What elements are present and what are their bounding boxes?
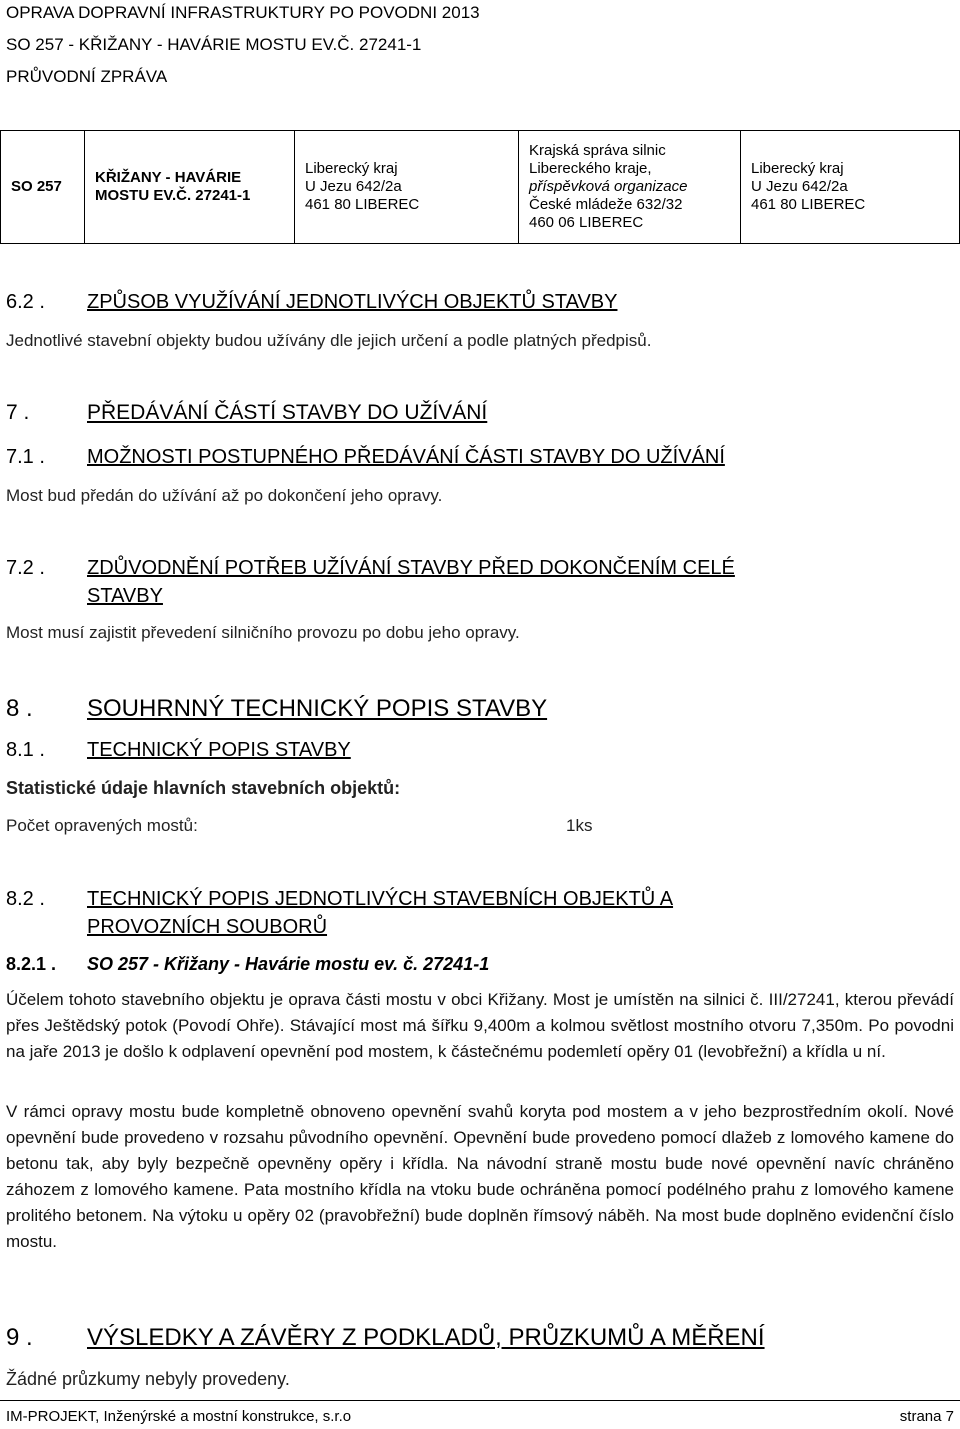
section-text-7-1: Most bud předán do užívání až po dokončení jeho opravy. [6,486,443,505]
object-name-line: KŘIŽANY - HAVÁRIE [95,169,242,186]
section-number: 7.2 . [6,557,45,579]
section-text-6-2: Jednotlivé stavební objekty budou užívány dle jejich určení a podle platných předpisů. [6,331,652,350]
section-heading-8 [6,694,954,724]
section-number: 8.1 . [6,739,45,761]
section-title: SO 257 - Křižany - Havárie mostu ev. č. 27241-1 [87,954,490,974]
section-title: SOUHRNNÝ TECHNICKÝ POPIS STAVBY [87,695,548,722]
section-heading-9 [6,1323,954,1353]
bridge-count-value: 1ks [566,816,593,835]
owner-line: 461 80 LIBEREC [751,196,866,213]
table-row [1,131,960,244]
section-number: 7 . [6,401,30,424]
section-title: MOŽNOSTI POSTUPNÉHO PŘEDÁVÁNÍ ČÁSTI STAVBY DO UŽÍVÁNÍ [87,446,725,468]
footer-divider [0,1400,960,1401]
section-title-line: ZDŮVODNĚNÍ POTŘEB UŽÍVÁNÍ STAVBY PŘED DOKONČENÍM CELÉ [87,557,735,579]
object-name-cell [85,131,295,244]
administrator-line: 460 06 LIBEREC [529,214,644,231]
section-heading-8-1 [6,737,954,763]
section-heading-7 [6,400,954,426]
bridge-count-row [6,813,954,839]
section-number: 8.2.1 . [6,954,57,974]
section-title-line: TECHNICKÝ POPIS JEDNOTLIVÝCH STAVEBNÍCH OBJEKTŮ A [87,888,674,910]
section-text-7-2: Most musí zajistit převedení silničního provozu po dobu jeho opravy. [6,623,520,642]
section-number: 9 . [6,1324,33,1351]
section-paragraph-8-2-1-a: Účelem tohoto stavebního objektu je oprava části mostu v obci Křižany. Most je umístěn na silnici č. III/27241, kterou převádí přes Ještědský potok (Povodí Ohře). Stávající most má šířku 9,400m a kolmou světlost mostního otvoru 7,350m. Po povodni na jaře 2013 je došlo k odplavení opevnění pod mostem, k částečnému podemletí opěry 01 (levobřežní) a křídla u ní. [6,990,954,1061]
section-number: 6.2 . [6,291,45,313]
section-number: 8 . [6,695,33,722]
section-heading-8-2 [6,885,954,941]
section-number: 7.1 . [6,446,45,468]
section-title: TECHNICKÝ POPIS STAVBY [87,739,351,761]
page-footer [6,1408,954,1425]
section-number: 8.2 . [6,888,45,910]
owner-line: Liberecký kraj [751,160,844,177]
object-name-line: MOSTU EV.Č. 27241-1 [95,187,251,204]
section-heading-8-2-1 [6,952,954,976]
bridge-count-label: Počet opravených mostů: [6,816,198,835]
investor-line: 461 80 LIBEREC [305,196,420,213]
investor-line: Liberecký kraj [305,160,398,177]
investor-line: U Jezu 642/2a [305,178,402,195]
section-heading-7-1 [6,444,954,470]
administrator-line: Libereckého kraje, [529,160,652,177]
statistics-label: Statistické údaje hlavních stavebních objektů: [6,778,401,798]
section-paragraph-8-2-1-b: V rámci opravy mostu bude kompletně obnoveno opevnění svahů koryta pod mostem a v jeho bezprostředním okolí. Nové opevnění bude provedeno v rozsahu původního opevnění. Opevnění bude provedeno pomocí dlažeb z lomového kamene do betonu tak, aby byly bezpečně opevněny opěry i křídla. Na návodní straně mostu bude nové opevnění navíc chráněno záhozem z lomového kamene. Pata mostního křídla na vtoku bude ochráněna pomocí podélného prahu z lomového kamene prolitého betonem. Na výtoku u opěry 02 (pravobřežní) bude doplněn římsový náběh. Na most bude doplněno evidenční číslo mostu. [6,1102,954,1251]
section-title: PŘEDÁVÁNÍ ČÁSTÍ STAVBY DO UŽÍVÁNÍ [87,401,488,424]
owner-cell [741,131,960,244]
footer-company: IM-PROJEKT, Inženýrské a mostní konstrukce, s.r.o [6,1408,352,1425]
doc-header-report: PRŮVODNÍ ZPRÁVA [6,67,168,86]
object-code-cell: SO 257 [1,131,85,244]
doc-header-project: OPRAVA DOPRAVNÍ INFRASTRUKTURY PO POVODNI 2013 [6,3,480,22]
section-title [87,885,673,941]
section-title: ZPŮSOB VYUŽÍVÁNÍ JEDNOTLIVÝCH OBJEKTŮ STAVBY [87,291,618,313]
section-text-9: Žádné průzkumy nebyly provedeny. [6,1369,290,1389]
investor-cell [295,131,519,244]
owner-line: U Jezu 642/2a [751,178,848,195]
page-number: strana 7 [899,1408,954,1425]
section-heading-6-2 [6,289,954,315]
administrator-line: České mládeže 632/32 [529,196,683,213]
section-title: VÝSLEDKY A ZÁVĚRY Z PODKLADŮ, PRŮZKUMŮ A MĚŘENÍ [87,1324,765,1351]
section-title-line: PROVOZNÍCH SOUBORŮ [87,916,328,938]
administrator-line: Krajská správa silnic [529,142,666,159]
administrator-cell [519,131,741,244]
section-title-line: STAVBY [87,585,163,607]
section-heading-7-2 [6,554,954,610]
object-info-table [0,130,960,244]
administrator-line: příspěvková organizace [529,178,688,195]
section-title [87,554,735,610]
doc-header-object: SO 257 - KŘIŽANY - HAVÁRIE MOSTU EV.Č. 27241-1 [6,35,422,54]
